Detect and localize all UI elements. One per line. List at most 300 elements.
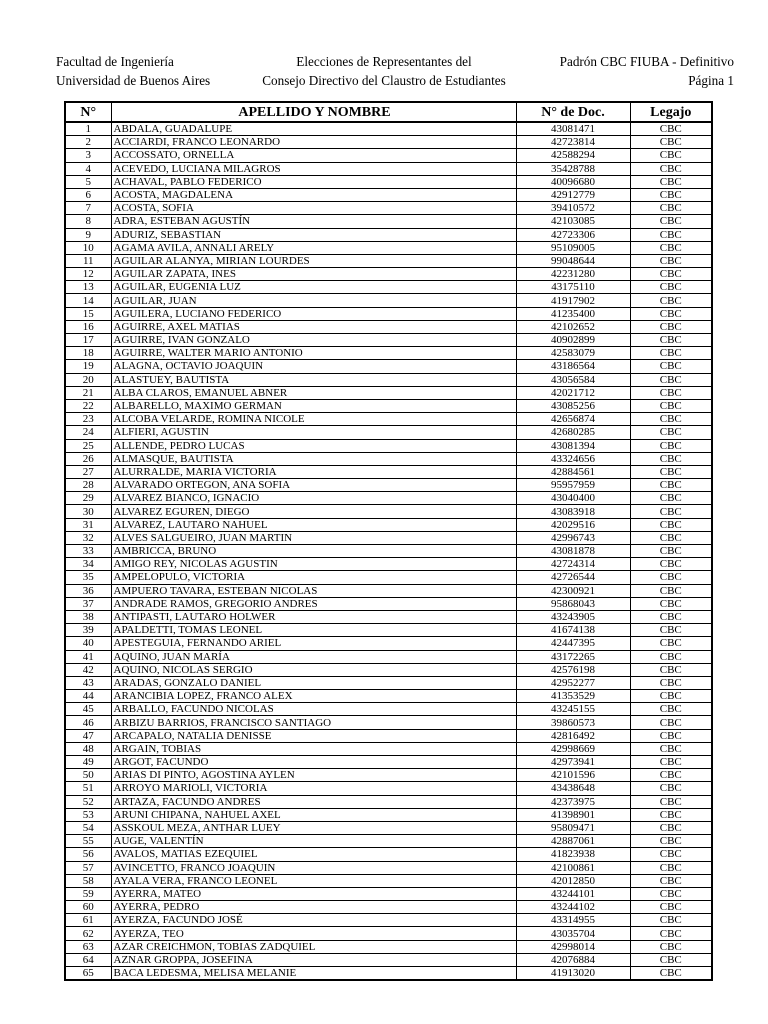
- document-number: 42029516: [516, 518, 630, 531]
- student-name: AMIGO REY, NICOLAS AGUSTIN: [111, 558, 516, 571]
- document-number: 42588294: [516, 149, 630, 162]
- table-row: [65, 334, 712, 347]
- table-row: [65, 347, 712, 360]
- legajo-value: CBC: [630, 452, 712, 465]
- table-row: [65, 360, 712, 373]
- legajo-value: CBC: [630, 531, 712, 544]
- row-number: 24: [65, 426, 111, 439]
- row-number: 34: [65, 558, 111, 571]
- table-row: [65, 162, 712, 175]
- legajo-value: CBC: [630, 742, 712, 755]
- legajo-value: CBC: [630, 716, 712, 729]
- row-number: 15: [65, 307, 111, 320]
- legajo-value: CBC: [630, 953, 712, 966]
- column-header-name: APELLIDO Y NOMBRE: [111, 102, 516, 122]
- table-row: [65, 188, 712, 201]
- document-number: 41398901: [516, 808, 630, 821]
- row-number: 36: [65, 584, 111, 597]
- document-number: 43083918: [516, 505, 630, 518]
- table-row: [65, 386, 712, 399]
- document-number: 42656874: [516, 413, 630, 426]
- faculty-name: Facultad de Ingeniería: [56, 54, 174, 69]
- student-name: ARCAPALO, NATALIA DENISSE: [111, 729, 516, 742]
- student-name: AMPELOPULO, VICTORIA: [111, 571, 516, 584]
- election-title-line1: Elecciones de Representantes del: [296, 54, 472, 69]
- legajo-value: CBC: [630, 927, 712, 940]
- student-name: ARANCIBIA LOPEZ, FRANCO ALEX: [111, 690, 516, 703]
- document-number: 43035704: [516, 927, 630, 940]
- table-row: [65, 610, 712, 623]
- legajo-value: CBC: [630, 228, 712, 241]
- legajo-value: CBC: [630, 399, 712, 412]
- table-row: [65, 202, 712, 215]
- row-number: 57: [65, 861, 111, 874]
- table-header: [65, 102, 712, 122]
- student-name: ADURIZ, SEBASTIAN: [111, 228, 516, 241]
- document-number: 99048644: [516, 254, 630, 267]
- table-row: [65, 769, 712, 782]
- document-number: 43175110: [516, 281, 630, 294]
- document-number: 43081878: [516, 545, 630, 558]
- student-name: ARBIZU BARRIOS, FRANCISCO SANTIAGO: [111, 716, 516, 729]
- row-number: 41: [65, 650, 111, 663]
- table-row: [65, 452, 712, 465]
- row-number: 14: [65, 294, 111, 307]
- legajo-value: CBC: [630, 479, 712, 492]
- row-number: 4: [65, 162, 111, 175]
- legajo-value: CBC: [630, 874, 712, 887]
- student-name: ARUNI CHIPANA, NAHUEL AXEL: [111, 808, 516, 821]
- table-row: [65, 676, 712, 689]
- table-row: [65, 756, 712, 769]
- student-name: ALCOBA VELARDE, ROMINA NICOLE: [111, 413, 516, 426]
- table-row: [65, 874, 712, 887]
- document-number: 95109005: [516, 241, 630, 254]
- university-name: Universidad de Buenos Aires: [56, 73, 211, 88]
- document-number: 43324656: [516, 452, 630, 465]
- row-number: 31: [65, 518, 111, 531]
- row-number: 25: [65, 439, 111, 452]
- row-number: 59: [65, 887, 111, 900]
- legajo-value: CBC: [630, 465, 712, 478]
- legajo-value: CBC: [630, 795, 712, 808]
- row-number: 23: [65, 413, 111, 426]
- column-header-document: N° de Doc.: [516, 102, 630, 122]
- row-number: 19: [65, 360, 111, 373]
- table-row: [65, 531, 712, 544]
- student-name: ALMASQUE, BAUTISTA: [111, 452, 516, 465]
- document-number: 42952277: [516, 676, 630, 689]
- document-number: 41674138: [516, 624, 630, 637]
- document-title: Padrón CBC FIUBA - Definitivo: [559, 54, 734, 69]
- table-row: [65, 558, 712, 571]
- document-number: 43438648: [516, 782, 630, 795]
- document-number: 42076884: [516, 953, 630, 966]
- document-number: 42100861: [516, 861, 630, 874]
- legajo-value: CBC: [630, 650, 712, 663]
- student-name: AMPUERO TAVARA, ESTEBAN NICOLAS: [111, 584, 516, 597]
- row-number: 54: [65, 821, 111, 834]
- student-name: ABDALA, GUADALUPE: [111, 122, 516, 136]
- table-row: [65, 637, 712, 650]
- document-number: 42887061: [516, 835, 630, 848]
- table-row: [65, 901, 712, 914]
- row-number: 33: [65, 545, 111, 558]
- row-number: 28: [65, 479, 111, 492]
- row-number: 5: [65, 175, 111, 188]
- document-number: 43085256: [516, 399, 630, 412]
- table-body: [65, 122, 712, 980]
- legajo-value: CBC: [630, 518, 712, 531]
- document-number: 43245155: [516, 703, 630, 716]
- document-number: 41823938: [516, 848, 630, 861]
- legajo-value: CBC: [630, 202, 712, 215]
- student-name: AYERZA, TEO: [111, 927, 516, 940]
- student-name: APESTEGUIA, FERNANDO ARIEL: [111, 637, 516, 650]
- legajo-value: CBC: [630, 426, 712, 439]
- student-name: ALVAREZ EGUREN, DIEGO: [111, 505, 516, 518]
- student-name: AVALOS, MATIAS EZEQUIEL: [111, 848, 516, 861]
- document-number: 42724314: [516, 558, 630, 571]
- document-number: 40096680: [516, 175, 630, 188]
- legajo-value: CBC: [630, 149, 712, 162]
- row-number: 60: [65, 901, 111, 914]
- document-number: 42884561: [516, 465, 630, 478]
- document-number: 43081394: [516, 439, 630, 452]
- document-number: 43172265: [516, 650, 630, 663]
- document-number: 43056584: [516, 373, 630, 386]
- table-row: [65, 940, 712, 953]
- legajo-value: CBC: [630, 162, 712, 175]
- student-name: ALVARADO ORTEGON, ANA SOFIA: [111, 479, 516, 492]
- row-number: 7: [65, 202, 111, 215]
- row-number: 48: [65, 742, 111, 755]
- table-row: [65, 479, 712, 492]
- student-name: AZAR CREICHMON, TOBIAS ZADQUIEL: [111, 940, 516, 953]
- row-number: 1: [65, 122, 111, 136]
- student-name: AGAMA AVILA, ANNALI ARELY: [111, 241, 516, 254]
- row-number: 58: [65, 874, 111, 887]
- legajo-value: CBC: [630, 610, 712, 623]
- table-row: [65, 927, 712, 940]
- document-number: 43243905: [516, 610, 630, 623]
- election-title-line2: Consejo Directivo del Claustro de Estudiantes: [262, 73, 506, 88]
- table-row: [65, 439, 712, 452]
- student-name: ALBARELLO, MAXIMO GERMAN: [111, 399, 516, 412]
- legajo-value: CBC: [630, 558, 712, 571]
- document-number: 41913020: [516, 967, 630, 981]
- student-name: AVINCETTO, FRANCO JOAQUIN: [111, 861, 516, 874]
- table-row: [65, 320, 712, 333]
- row-number: 10: [65, 241, 111, 254]
- table-row: [65, 307, 712, 320]
- document-number: 42726544: [516, 571, 630, 584]
- row-number: 2: [65, 136, 111, 149]
- legajo-value: CBC: [630, 703, 712, 716]
- student-name: ALFIERI, AGUSTIN: [111, 426, 516, 439]
- legajo-value: CBC: [630, 188, 712, 201]
- table-row: [65, 821, 712, 834]
- legajo-value: CBC: [630, 597, 712, 610]
- student-name: ANDRADE RAMOS, GREGORIO ANDRES: [111, 597, 516, 610]
- table-row: [65, 795, 712, 808]
- document-number: 42912779: [516, 188, 630, 201]
- document-number: 39860573: [516, 716, 630, 729]
- document-number: 39410572: [516, 202, 630, 215]
- row-number: 8: [65, 215, 111, 228]
- table-row: [65, 808, 712, 821]
- legajo-value: CBC: [630, 914, 712, 927]
- student-name: ALASTUEY, BAUTISTA: [111, 373, 516, 386]
- student-name: ACCIARDI, FRANCO LEONARDO: [111, 136, 516, 149]
- document-number: 43244102: [516, 901, 630, 914]
- table-row: [65, 690, 712, 703]
- row-number: 3: [65, 149, 111, 162]
- student-name: AGUIRRE, AXEL MATIAS: [111, 320, 516, 333]
- table-row: [65, 835, 712, 848]
- page-number: Página 1: [688, 73, 734, 88]
- legajo-value: CBC: [630, 756, 712, 769]
- column-header-legajo: Legajo: [630, 102, 712, 122]
- student-name: ACOSTA, MAGDALENA: [111, 188, 516, 201]
- document-number: 43040400: [516, 492, 630, 505]
- legajo-value: CBC: [630, 663, 712, 676]
- row-number: 35: [65, 571, 111, 584]
- legajo-value: CBC: [630, 887, 712, 900]
- table-row: [65, 584, 712, 597]
- table-row: [65, 624, 712, 637]
- student-name: ACHAVAL, PABLO FEDERICO: [111, 175, 516, 188]
- student-name: AYERRA, MATEO: [111, 887, 516, 900]
- student-name: APALDETTI, TOMAS LEONEL: [111, 624, 516, 637]
- student-name: AYERRA, PEDRO: [111, 901, 516, 914]
- legajo-value: CBC: [630, 848, 712, 861]
- table-row: [65, 122, 712, 136]
- student-name: AGUILAR ALANYA, MIRIAN LOURDES: [111, 254, 516, 267]
- table-row: [65, 215, 712, 228]
- row-number: 46: [65, 716, 111, 729]
- document-number: 95957959: [516, 479, 630, 492]
- legajo-value: CBC: [630, 281, 712, 294]
- legajo-value: CBC: [630, 175, 712, 188]
- row-number: 17: [65, 334, 111, 347]
- document-number: 42816492: [516, 729, 630, 742]
- student-name: ALURRALDE, MARIA VICTORIA: [111, 465, 516, 478]
- student-name: ARIAS DI PINTO, AGOSTINA AYLEN: [111, 769, 516, 782]
- table-row: [65, 861, 712, 874]
- table-row: [65, 175, 712, 188]
- table-row: [65, 848, 712, 861]
- document-number: 42998669: [516, 742, 630, 755]
- table-row: [65, 914, 712, 927]
- table-row: [65, 729, 712, 742]
- row-number: 27: [65, 465, 111, 478]
- student-name: AGUILAR ZAPATA, INES: [111, 268, 516, 281]
- table-row: [65, 967, 712, 981]
- row-number: 63: [65, 940, 111, 953]
- row-number: 30: [65, 505, 111, 518]
- row-number: 40: [65, 637, 111, 650]
- document-number: 42021712: [516, 386, 630, 399]
- document-number: 42300921: [516, 584, 630, 597]
- table-row: [65, 228, 712, 241]
- student-name: ACOSTA, SOFIA: [111, 202, 516, 215]
- legajo-value: CBC: [630, 386, 712, 399]
- table-row: [65, 373, 712, 386]
- document-number: 42447395: [516, 637, 630, 650]
- table-row: [65, 254, 712, 267]
- row-number: 65: [65, 967, 111, 981]
- row-number: 21: [65, 386, 111, 399]
- row-number: 64: [65, 953, 111, 966]
- row-number: 45: [65, 703, 111, 716]
- student-name: ALVAREZ BIANCO, IGNACIO: [111, 492, 516, 505]
- table-row: [65, 571, 712, 584]
- legajo-value: CBC: [630, 690, 712, 703]
- table-row: [65, 413, 712, 426]
- legajo-value: CBC: [630, 122, 712, 136]
- document-number: 41353529: [516, 690, 630, 703]
- table-row: [65, 782, 712, 795]
- document-number: 42723306: [516, 228, 630, 241]
- row-number: 52: [65, 795, 111, 808]
- table-row: [65, 597, 712, 610]
- table-row: [65, 465, 712, 478]
- legajo-value: CBC: [630, 268, 712, 281]
- table-row: [65, 268, 712, 281]
- document-number: 42723814: [516, 136, 630, 149]
- document-number: 42973941: [516, 756, 630, 769]
- table-row: [65, 426, 712, 439]
- student-name: AMBRICCA, BRUNO: [111, 545, 516, 558]
- header-row: [65, 102, 712, 122]
- table-row: [65, 518, 712, 531]
- document-number: 42996743: [516, 531, 630, 544]
- row-number: 51: [65, 782, 111, 795]
- student-name: ALVES SALGUEIRO, JUAN MARTIN: [111, 531, 516, 544]
- student-name: ARBALLO, FACUNDO NICOLAS: [111, 703, 516, 716]
- student-name: AGUILAR, EUGENIA LUZ: [111, 281, 516, 294]
- document-number: 42231280: [516, 268, 630, 281]
- document-number: 42101596: [516, 769, 630, 782]
- document-number: 42102652: [516, 320, 630, 333]
- row-number: 32: [65, 531, 111, 544]
- legajo-value: CBC: [630, 637, 712, 650]
- student-name: ARTAZA, FACUNDO ANDRES: [111, 795, 516, 808]
- table-row: [65, 399, 712, 412]
- legajo-value: CBC: [630, 940, 712, 953]
- row-number: 9: [65, 228, 111, 241]
- table-row: [65, 281, 712, 294]
- row-number: 12: [65, 268, 111, 281]
- legajo-value: CBC: [630, 136, 712, 149]
- column-header-number: N°: [65, 102, 111, 122]
- document-number: 41235400: [516, 307, 630, 320]
- document-number: 42680285: [516, 426, 630, 439]
- legajo-value: CBC: [630, 413, 712, 426]
- table-row: [65, 136, 712, 149]
- legajo-value: CBC: [630, 729, 712, 742]
- student-name: ACEVEDO, LUCIANA MILAGROS: [111, 162, 516, 175]
- student-name: ALVAREZ, LAUTARO NAHUEL: [111, 518, 516, 531]
- document-number: 41917902: [516, 294, 630, 307]
- legajo-value: CBC: [630, 821, 712, 834]
- legajo-value: CBC: [630, 373, 712, 386]
- legajo-value: CBC: [630, 241, 712, 254]
- document-number: 40902899: [516, 334, 630, 347]
- student-name: AQUINO, NICOLAS SERGIO: [111, 663, 516, 676]
- legajo-value: CBC: [630, 901, 712, 914]
- student-name: AYERZA, FACUNDO JOSÉ: [111, 914, 516, 927]
- student-name: AGUILAR, JUAN: [111, 294, 516, 307]
- row-number: 53: [65, 808, 111, 821]
- table-row: [65, 650, 712, 663]
- student-name: AGUIRRE, IVAN GONZALO: [111, 334, 516, 347]
- table-row: [65, 294, 712, 307]
- student-name: ARGAIN, TOBIAS: [111, 742, 516, 755]
- student-name: ASSKOUL MEZA, ANTHAR LUEY: [111, 821, 516, 834]
- legajo-value: CBC: [630, 254, 712, 267]
- student-name: AQUINO, JUAN MARÍA: [111, 650, 516, 663]
- document-number: 35428788: [516, 162, 630, 175]
- student-name: AYALA VERA, FRANCO LEONEL: [111, 874, 516, 887]
- table-row: [65, 953, 712, 966]
- student-name: BACA LEDESMA, MELISA MELANIE: [111, 967, 516, 981]
- legajo-value: CBC: [630, 782, 712, 795]
- student-name: ARADAS, GONZALO DANIEL: [111, 676, 516, 689]
- student-name: AZNAR GROPPA, JOSEFINA: [111, 953, 516, 966]
- table-row: [65, 663, 712, 676]
- legajo-value: CBC: [630, 545, 712, 558]
- document-number: 42103085: [516, 215, 630, 228]
- row-number: 39: [65, 624, 111, 637]
- row-number: 62: [65, 927, 111, 940]
- table-row: [65, 149, 712, 162]
- row-number: 56: [65, 848, 111, 861]
- table-row: [65, 887, 712, 900]
- document-number: 42576198: [516, 663, 630, 676]
- row-number: 49: [65, 756, 111, 769]
- legajo-value: CBC: [630, 861, 712, 874]
- row-number: 26: [65, 452, 111, 465]
- legajo-value: CBC: [630, 439, 712, 452]
- table-row: [65, 716, 712, 729]
- student-name: ACCOSSATO, ORNELLA: [111, 149, 516, 162]
- student-name: AUGE, VALENTÍN: [111, 835, 516, 848]
- row-number: 44: [65, 690, 111, 703]
- voter-roll-table: [64, 101, 713, 981]
- legajo-value: CBC: [630, 769, 712, 782]
- document-number: 42583079: [516, 347, 630, 360]
- row-number: 16: [65, 320, 111, 333]
- legajo-value: CBC: [630, 320, 712, 333]
- student-name: ALLENDE, PEDRO LUCAS: [111, 439, 516, 452]
- legajo-value: CBC: [630, 505, 712, 518]
- legajo-value: CBC: [630, 835, 712, 848]
- document-number: 43186564: [516, 360, 630, 373]
- row-number: 47: [65, 729, 111, 742]
- row-number: 13: [65, 281, 111, 294]
- legajo-value: CBC: [630, 624, 712, 637]
- legajo-value: CBC: [630, 294, 712, 307]
- row-number: 61: [65, 914, 111, 927]
- row-number: 18: [65, 347, 111, 360]
- table-row: [65, 703, 712, 716]
- legajo-value: CBC: [630, 334, 712, 347]
- row-number: 37: [65, 597, 111, 610]
- row-number: 29: [65, 492, 111, 505]
- legajo-value: CBC: [630, 492, 712, 505]
